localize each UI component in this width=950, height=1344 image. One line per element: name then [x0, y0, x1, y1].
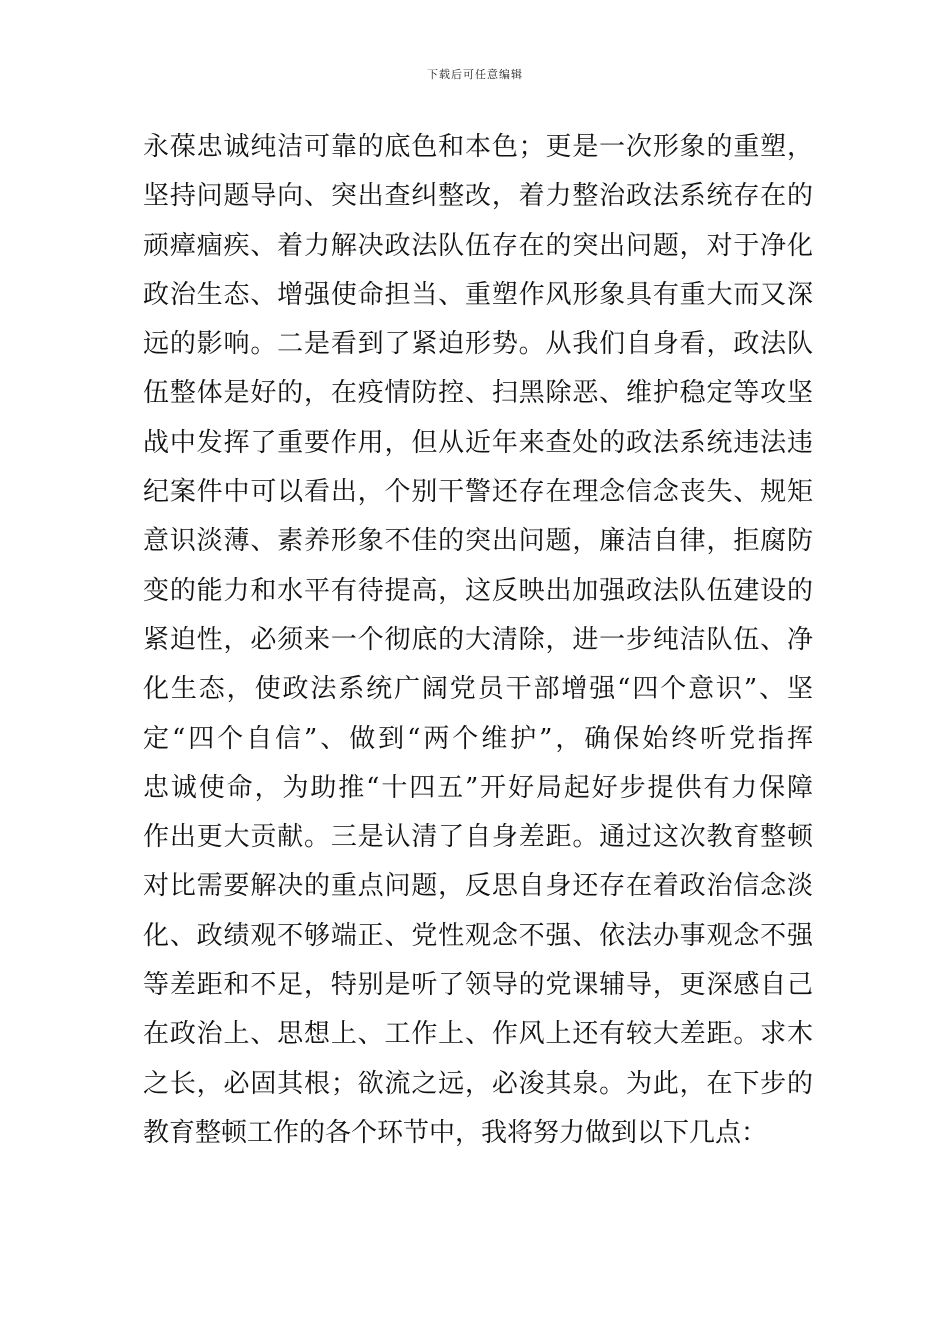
body-paragraph: [143, 123, 813, 1158]
text-line: 顽瘴痼疾、着力解决政法队伍存在的突出问题，对于净化: [143, 230, 813, 261]
text-line: 纪案件中可以看出，个别干警还存在理念信念丧失、规矩: [143, 477, 813, 508]
text-line: 化、政绩观不够端正、党性观念不强、依法办事观念不强: [143, 920, 813, 951]
text-line: 伍整体是好的，在疫情防控、扫黑除恶、维护稳定等攻坚: [143, 378, 813, 409]
text-line: 意识淡薄、素养形象不佳的突出问题，廉洁自律，拒腐防: [143, 526, 813, 557]
text-line: 化生态，使政法系统广阔党员干部增强“四个意识”、坚: [143, 674, 813, 705]
text-line: 紧迫性，必须来一个彻底的大清除，进一步纯洁队伍、净: [143, 624, 813, 655]
text-line: 忠诚使命，为助推“十四五”开好局起好步提供有力保障: [143, 772, 813, 803]
text-line: 战中发挥了重要作用，但从近年来查处的政法系统违法违: [143, 427, 813, 458]
text-line: 坚持问题导向、突出查纠整改，着力整治政法系统存在的: [143, 181, 813, 212]
text-line: 教育整顿工作的各个环节中，我将努力做到以下几点：: [143, 1117, 768, 1148]
text-line: 定“四个自信”、做到“两个维护”，确保始终听党指挥: [143, 723, 813, 754]
text-line: 作出更大贡献。三是认清了自身差距。通过这次教育整顿: [143, 822, 813, 853]
text-line: 政治生态、增强使命担当、重塑作风形象具有重大而又深: [143, 279, 813, 310]
page-header-note: 下载后可任意编辑: [427, 68, 523, 81]
text-line: 之长，必固其根；欲流之远，必浚其泉。为此，在下步的: [143, 1068, 813, 1099]
text-line: 永葆忠诚纯洁可靠的底色和本色；更是一次形象的重塑，: [143, 132, 813, 162]
text-line: 在政治上、思想上、工作上、作风上还有较大差距。求木: [143, 1019, 813, 1050]
text-line: 变的能力和水平有待提高，这反映出加强政法队伍建设的: [143, 575, 813, 606]
text-line: 等差距和不足，特别是听了领导的党课辅导，更深感自己: [143, 970, 813, 1001]
text-line: 对比需要解决的重点问题，反思自身还存在着政治信念淡: [143, 871, 813, 902]
text-line: 远的影响。二是看到了紧迫形势。从我们自身看，政法队: [143, 329, 813, 360]
